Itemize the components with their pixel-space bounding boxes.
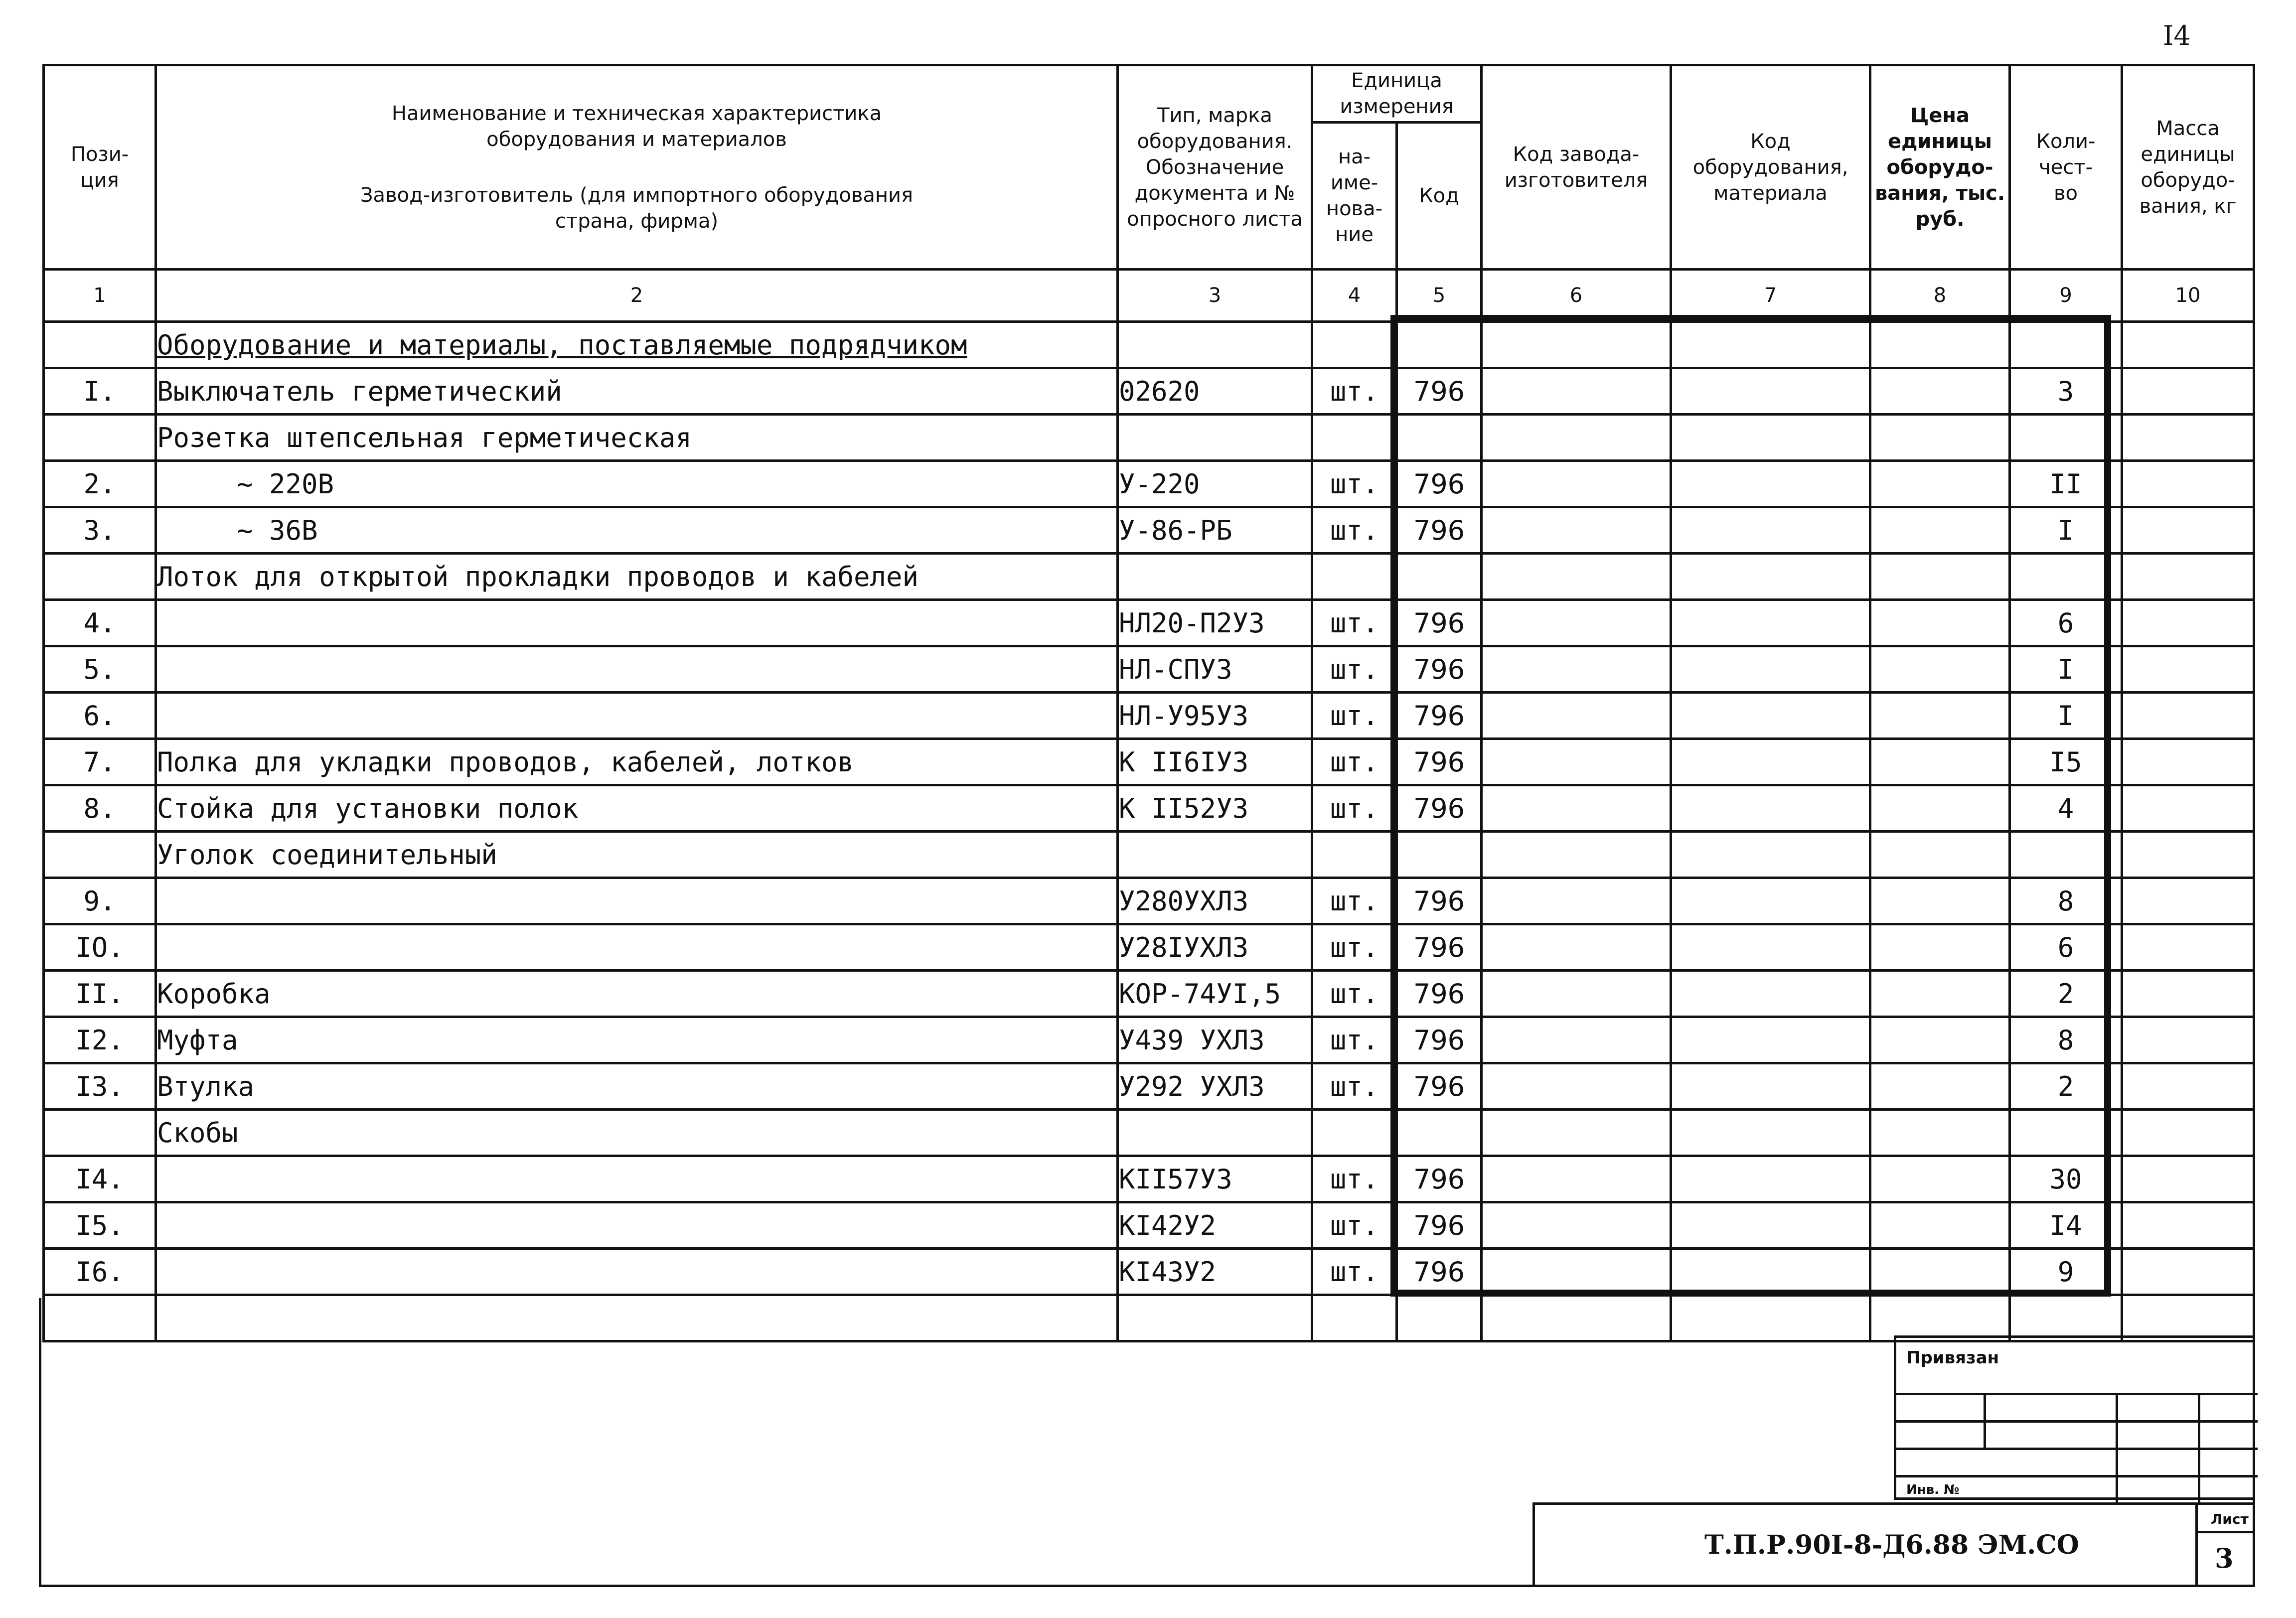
- unit-code-cell: 796: [1397, 646, 1482, 693]
- specification-table: [42, 64, 2255, 1342]
- position-cell: I3.: [44, 1063, 156, 1110]
- mass-cell: [2122, 878, 2254, 924]
- price-cell: [1870, 507, 2010, 554]
- header-name-line4: страна, фирма): [555, 209, 719, 233]
- column-number: 7: [1671, 270, 1870, 322]
- unit-code-cell: 796: [1397, 1017, 1482, 1063]
- column-number: 10: [2122, 270, 2254, 322]
- mass-cell: [2122, 1110, 2254, 1156]
- mass-cell: [2122, 924, 2254, 971]
- title-block: [1532, 1502, 2255, 1587]
- price-cell: [1870, 1063, 2010, 1110]
- position-cell: [44, 322, 156, 368]
- unit-cell: шт.: [1312, 1249, 1397, 1295]
- table-row: [44, 1156, 2254, 1202]
- factory-code-cell: [1482, 646, 1671, 693]
- equipment-code-cell: [1671, 322, 1870, 368]
- type-cell: НЛ-У95УЗ: [1118, 693, 1312, 739]
- quantity-cell: 8: [2010, 878, 2122, 924]
- column-number: 1: [44, 270, 156, 322]
- unit-cell: шт.: [1312, 739, 1397, 785]
- quantity-cell: [2010, 832, 2122, 878]
- column-number: 2: [156, 270, 1118, 322]
- position-cell: 9.: [44, 878, 156, 924]
- unit-cell: [1312, 1110, 1397, 1156]
- price-cell: [1870, 646, 2010, 693]
- price-cell: [1870, 1110, 2010, 1156]
- unit-code-cell: 796: [1397, 693, 1482, 739]
- price-cell: [1870, 785, 2010, 832]
- price-cell: [1870, 693, 2010, 739]
- table-row: [44, 924, 2254, 971]
- header-equipment-code: Код оборудования, материала: [1671, 65, 1870, 270]
- table-row: [44, 739, 2254, 785]
- quantity-cell: 30: [2010, 1156, 2122, 1202]
- equipment-code-cell: [1671, 600, 1870, 646]
- mass-cell: [2122, 1249, 2254, 1295]
- name-cell: [156, 924, 1118, 971]
- sheet-label: Лист: [2211, 1511, 2249, 1527]
- quantity-cell: 3: [2010, 368, 2122, 415]
- mass-cell: [2122, 1017, 2254, 1063]
- name-cell: [156, 1249, 1118, 1295]
- header-quantity: Коли- чест- во: [2010, 65, 2122, 270]
- position-cell: I4.: [44, 1156, 156, 1202]
- header-unit-code: Код: [1397, 123, 1482, 270]
- unit-cell: шт.: [1312, 1202, 1397, 1249]
- table-row: [44, 646, 2254, 693]
- equipment-code-cell: [1671, 554, 1870, 600]
- binding-stamp: [1894, 1335, 2255, 1500]
- factory-code-cell: [1482, 739, 1671, 785]
- type-cell: [1118, 1110, 1312, 1156]
- unit-code-cell: 796: [1397, 785, 1482, 832]
- unit-cell: шт.: [1312, 368, 1397, 415]
- type-cell: [1118, 322, 1312, 368]
- unit-cell: [1312, 554, 1397, 600]
- unit-cell: шт.: [1312, 646, 1397, 693]
- table-row: [44, 554, 2254, 600]
- unit-code-cell: 796: [1397, 878, 1482, 924]
- name-cell: Выключатель герметический: [156, 368, 1118, 415]
- price-cell: [1870, 1202, 2010, 1249]
- name-cell: Полка для укладки проводов, кабелей, лотков: [156, 739, 1118, 785]
- mass-cell: [2122, 1063, 2254, 1110]
- equipment-code-cell: [1671, 646, 1870, 693]
- price-cell: [1870, 461, 2010, 507]
- table-row: [44, 1249, 2254, 1295]
- unit-cell: [1312, 322, 1397, 368]
- unit-cell: шт.: [1312, 507, 1397, 554]
- type-cell: [1118, 832, 1312, 878]
- header-price: Цена единицы оборудо-вания, тыс. руб.: [1870, 65, 2010, 270]
- type-cell: У-220: [1118, 461, 1312, 507]
- position-cell: I5.: [44, 1202, 156, 1249]
- sheet-cell: [2195, 1505, 2253, 1587]
- equipment-code-cell: [1671, 1202, 1870, 1249]
- quantity-cell: I: [2010, 646, 2122, 693]
- equipment-code-cell: [1671, 1063, 1870, 1110]
- mass-cell: [2122, 1202, 2254, 1249]
- position-cell: 2.: [44, 461, 156, 507]
- price-cell: [1870, 600, 2010, 646]
- table-body: [44, 322, 2254, 1341]
- name-cell: Муфта: [156, 1017, 1118, 1063]
- name-cell: [156, 600, 1118, 646]
- position-cell: IO.: [44, 924, 156, 971]
- header-type: Тип, марка оборудования. Обозначение документа и № опросного листа: [1118, 65, 1312, 270]
- header-unit-group: Единица измерения: [1312, 65, 1482, 123]
- quantity-cell: 4: [2010, 785, 2122, 832]
- equipment-code-cell: [1671, 507, 1870, 554]
- type-cell: КI43У2: [1118, 1249, 1312, 1295]
- equipment-code-cell: [1671, 785, 1870, 832]
- column-number: 3: [1118, 270, 1312, 322]
- unit-code-cell: 796: [1397, 1202, 1482, 1249]
- name-cell: [156, 1156, 1118, 1202]
- type-cell: 02620: [1118, 368, 1312, 415]
- equipment-code-cell: [1671, 924, 1870, 971]
- table-row: [44, 1110, 2254, 1156]
- sheet-number: 3: [2215, 1542, 2234, 1574]
- price-cell: [1870, 971, 2010, 1017]
- price-cell: [1870, 1017, 2010, 1063]
- type-cell: [1118, 554, 1312, 600]
- unit-cell: [1312, 832, 1397, 878]
- quantity-cell: I: [2010, 507, 2122, 554]
- quantity-cell: 9: [2010, 1249, 2122, 1295]
- header-name-line2: оборудования и материалов: [486, 128, 787, 151]
- type-cell: У280УХЛЗ: [1118, 878, 1312, 924]
- position-cell: 3.: [44, 507, 156, 554]
- mass-cell: [2122, 785, 2254, 832]
- table-row: [44, 461, 2254, 507]
- factory-code-cell: [1482, 971, 1671, 1017]
- unit-cell: шт.: [1312, 461, 1397, 507]
- name-cell: Втулка: [156, 1063, 1118, 1110]
- position-cell: 8.: [44, 785, 156, 832]
- column-number: 8: [1870, 270, 2010, 322]
- mass-cell: [2122, 368, 2254, 415]
- header-name-line3: Завод-изготовитель (для импортного оборудования: [360, 183, 914, 207]
- mass-cell: [2122, 322, 2254, 368]
- type-cell: КОР-74УI,5: [1118, 971, 1312, 1017]
- name-cell: [156, 693, 1118, 739]
- header-name-line1: Наименование и техническая характеристика: [391, 102, 882, 125]
- factory-code-cell: [1482, 1156, 1671, 1202]
- quantity-cell: II: [2010, 461, 2122, 507]
- mass-cell: [2122, 1156, 2254, 1202]
- name-cell: Скобы: [156, 1110, 1118, 1156]
- equipment-code-cell: [1671, 739, 1870, 785]
- factory-code-cell: [1482, 415, 1671, 461]
- type-cell: У292 УХЛЗ: [1118, 1063, 1312, 1110]
- price-cell: [1870, 878, 2010, 924]
- mass-cell: [2122, 971, 2254, 1017]
- type-cell: К II52УЗ: [1118, 785, 1312, 832]
- table-row: [44, 832, 2254, 878]
- equipment-code-cell: [1671, 1110, 1870, 1156]
- price-cell: [1870, 368, 2010, 415]
- unit-cell: шт.: [1312, 693, 1397, 739]
- quantity-cell: 6: [2010, 924, 2122, 971]
- type-cell: НЛ20-П2УЗ: [1118, 600, 1312, 646]
- table-row: [44, 878, 2254, 924]
- header-name: [156, 65, 1118, 270]
- unit-code-cell: 796: [1397, 971, 1482, 1017]
- equipment-code-cell: [1671, 693, 1870, 739]
- header-factory-code: Код завода-изготовителя: [1482, 65, 1671, 270]
- quantity-cell: [2010, 1110, 2122, 1156]
- unit-code-cell: [1397, 322, 1482, 368]
- table-row: [44, 785, 2254, 832]
- unit-code-cell: 796: [1397, 1249, 1482, 1295]
- price-cell: [1870, 1249, 2010, 1295]
- unit-cell: [1312, 415, 1397, 461]
- unit-code-cell: 796: [1397, 924, 1482, 971]
- mass-cell: [2122, 739, 2254, 785]
- position-cell: 4.: [44, 600, 156, 646]
- quantity-cell: 2: [2010, 1063, 2122, 1110]
- mass-cell: [2122, 600, 2254, 646]
- price-cell: [1870, 924, 2010, 971]
- equipment-code-cell: [1671, 971, 1870, 1017]
- price-cell: [1870, 322, 2010, 368]
- name-cell: Лоток для открытой прокладки проводов и кабелей: [156, 554, 1118, 600]
- unit-code-cell: 796: [1397, 739, 1482, 785]
- header-mass: Масса единицы оборудо-вания, кг: [2122, 65, 2254, 270]
- table-row: [44, 415, 2254, 461]
- type-cell: У28IУХЛЗ: [1118, 924, 1312, 971]
- name-cell: [156, 322, 1118, 368]
- equipment-code-cell: [1671, 832, 1870, 878]
- unit-code-cell: 796: [1397, 1156, 1482, 1202]
- position-cell: I2.: [44, 1017, 156, 1063]
- factory-code-cell: [1482, 1202, 1671, 1249]
- table-row: [44, 971, 2254, 1017]
- factory-code-cell: [1482, 924, 1671, 971]
- name-cell: Уголок соединительный: [156, 832, 1118, 878]
- price-cell: [1870, 1156, 2010, 1202]
- equipment-code-cell: [1671, 1156, 1870, 1202]
- type-cell: КI42У2: [1118, 1202, 1312, 1249]
- column-number: 6: [1482, 270, 1671, 322]
- header-unit-name: на- име- нова- ние: [1312, 123, 1397, 270]
- equipment-code-cell: [1671, 461, 1870, 507]
- quantity-cell: I: [2010, 693, 2122, 739]
- name-cell: Коробка: [156, 971, 1118, 1017]
- factory-code-cell: [1482, 554, 1671, 600]
- document-code: Т.П.Р.90I-8-Д6.88 ЭМ.СО: [1704, 1530, 2079, 1560]
- unit-cell: шт.: [1312, 1156, 1397, 1202]
- name-cell: [156, 646, 1118, 693]
- mass-cell: [2122, 415, 2254, 461]
- name-cell: Розетка штепсельная герметическая: [156, 415, 1118, 461]
- position-cell: 7.: [44, 739, 156, 785]
- equipment-code-cell: [1671, 1249, 1870, 1295]
- factory-code-cell: [1482, 878, 1671, 924]
- position-cell: [44, 554, 156, 600]
- quantity-cell: 6: [2010, 600, 2122, 646]
- quantity-cell: [2010, 415, 2122, 461]
- factory-code-cell: [1482, 322, 1671, 368]
- quantity-cell: 8: [2010, 1017, 2122, 1063]
- mass-cell: [2122, 832, 2254, 878]
- section-heading: Оборудование и материалы, поставляемые подрядчиком: [157, 329, 967, 361]
- factory-code-cell: [1482, 1110, 1671, 1156]
- unit-code-cell: [1397, 1110, 1482, 1156]
- unit-cell: шт.: [1312, 1063, 1397, 1110]
- factory-code-cell: [1482, 832, 1671, 878]
- table-row: [44, 693, 2254, 739]
- equipment-code-cell: [1671, 415, 1870, 461]
- name-cell: ~ 220В: [156, 461, 1118, 507]
- factory-code-cell: [1482, 785, 1671, 832]
- factory-code-cell: [1482, 507, 1671, 554]
- attached-label: Привязан: [1906, 1348, 1999, 1368]
- position-cell: 6.: [44, 693, 156, 739]
- type-cell: У439 УХЛЗ: [1118, 1017, 1312, 1063]
- mass-cell: [2122, 693, 2254, 739]
- column-number: 4: [1312, 270, 1397, 322]
- unit-cell: шт.: [1312, 878, 1397, 924]
- table-row: [44, 1202, 2254, 1249]
- price-cell: [1870, 832, 2010, 878]
- type-cell: У-86-РБ: [1118, 507, 1312, 554]
- name-cell: Стойка для установки полок: [156, 785, 1118, 832]
- quantity-cell: 2: [2010, 971, 2122, 1017]
- type-cell: [1118, 415, 1312, 461]
- table-row: [44, 322, 2254, 368]
- name-cell: [156, 878, 1118, 924]
- factory-code-cell: [1482, 1063, 1671, 1110]
- position-cell: [44, 415, 156, 461]
- name-cell: [156, 1202, 1118, 1249]
- unit-cell: шт.: [1312, 600, 1397, 646]
- unit-code-cell: 796: [1397, 1063, 1482, 1110]
- mass-cell: [2122, 507, 2254, 554]
- unit-cell: шт.: [1312, 971, 1397, 1017]
- equipment-code-cell: [1671, 1017, 1870, 1063]
- mass-cell: [2122, 461, 2254, 507]
- price-cell: [1870, 415, 2010, 461]
- inventory-number-label: Инв. №: [1906, 1482, 1960, 1497]
- unit-code-cell: 796: [1397, 461, 1482, 507]
- factory-code-cell: [1482, 1017, 1671, 1063]
- table-row: [44, 368, 2254, 415]
- unit-code-cell: [1397, 832, 1482, 878]
- unit-cell: шт.: [1312, 785, 1397, 832]
- mass-cell: [2122, 646, 2254, 693]
- quantity-cell: I4: [2010, 1202, 2122, 1249]
- table-row: [44, 600, 2254, 646]
- unit-code-cell: [1397, 415, 1482, 461]
- price-cell: [1870, 739, 2010, 785]
- position-cell: II.: [44, 971, 156, 1017]
- type-cell: КII57УЗ: [1118, 1156, 1312, 1202]
- table-row: [44, 507, 2254, 554]
- type-cell: К II6IУЗ: [1118, 739, 1312, 785]
- column-number: 5: [1397, 270, 1482, 322]
- column-number: 9: [2010, 270, 2122, 322]
- quantity-cell: [2010, 322, 2122, 368]
- factory-code-cell: [1482, 461, 1671, 507]
- price-cell: [1870, 554, 2010, 600]
- position-cell: I.: [44, 368, 156, 415]
- type-cell: НЛ-СПУЗ: [1118, 646, 1312, 693]
- position-cell: [44, 1110, 156, 1156]
- unit-cell: шт.: [1312, 1017, 1397, 1063]
- equipment-code-cell: [1671, 878, 1870, 924]
- quantity-cell: [2010, 554, 2122, 600]
- factory-code-cell: [1482, 1249, 1671, 1295]
- unit-code-cell: 796: [1397, 600, 1482, 646]
- equipment-code-cell: [1671, 368, 1870, 415]
- table-row: [44, 1063, 2254, 1110]
- page-number: I4: [2163, 20, 2191, 51]
- unit-cell: шт.: [1312, 924, 1397, 971]
- factory-code-cell: [1482, 368, 1671, 415]
- factory-code-cell: [1482, 600, 1671, 646]
- header-position: Пози- ция: [44, 65, 156, 270]
- position-cell: 5.: [44, 646, 156, 693]
- table-row: [44, 1017, 2254, 1063]
- position-cell: [44, 832, 156, 878]
- unit-code-cell: 796: [1397, 368, 1482, 415]
- position-cell: I6.: [44, 1249, 156, 1295]
- unit-code-cell: 796: [1397, 507, 1482, 554]
- name-cell: ~ 36В: [156, 507, 1118, 554]
- mass-cell: [2122, 554, 2254, 600]
- quantity-cell: I5: [2010, 739, 2122, 785]
- factory-code-cell: [1482, 693, 1671, 739]
- unit-code-cell: [1397, 554, 1482, 600]
